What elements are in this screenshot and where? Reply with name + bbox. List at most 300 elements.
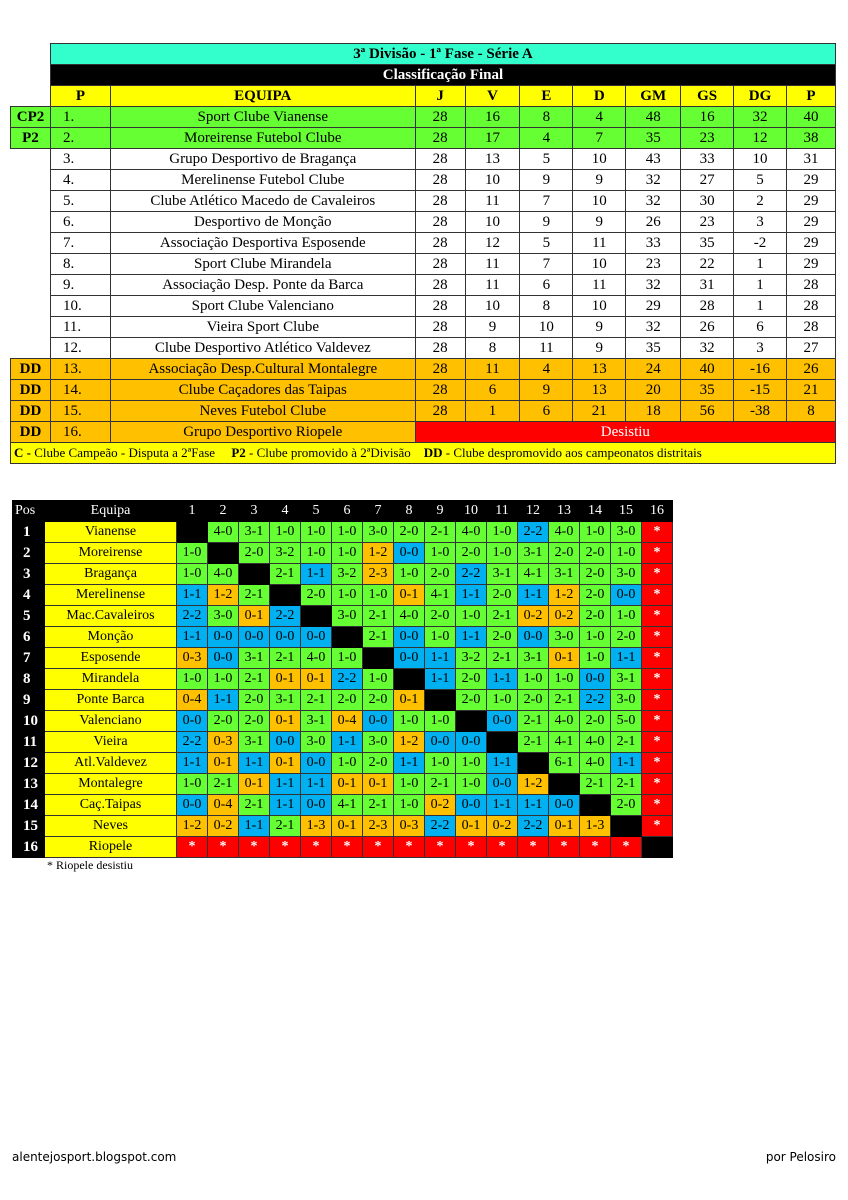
result-cell: 2-0 <box>549 543 580 564</box>
result-cell: 1-1 <box>487 753 518 774</box>
result-cell: 2-0 <box>611 627 642 648</box>
forfeit-cell: * <box>177 837 208 858</box>
matrix-position: 1 <box>13 522 45 543</box>
diagonal-cell <box>456 711 487 732</box>
stat-cell: 28 <box>415 254 465 275</box>
result-cell: 1-0 <box>456 774 487 795</box>
blank-cell <box>11 65 51 86</box>
result-cell: 2-0 <box>611 795 642 816</box>
matrix-team: Vieira <box>45 732 177 753</box>
result-cell: 2-2 <box>177 606 208 627</box>
position: 1. <box>50 107 110 128</box>
stat-cell: 4 <box>520 128 573 149</box>
stat-cell: 21 <box>573 401 626 422</box>
stat-cell: 9 <box>520 380 573 401</box>
result-cell: 4-1 <box>549 732 580 753</box>
team-name: Sport Clube Mirandela <box>110 254 415 275</box>
stat-cell: 40 <box>787 107 836 128</box>
result-cell: 1-2 <box>208 585 239 606</box>
result-cell: 0-1 <box>301 669 332 690</box>
matrix-team: Monção <box>45 627 177 648</box>
diagonal-cell <box>549 774 580 795</box>
result-cell: 0-0 <box>301 753 332 774</box>
result-cell: 0-3 <box>177 648 208 669</box>
result-cell: 1-1 <box>270 774 301 795</box>
matrix-position: 13 <box>13 774 45 795</box>
position: 5. <box>50 191 110 212</box>
result-cell: 4-0 <box>549 522 580 543</box>
qualification-tag <box>11 212 51 233</box>
matrix-position: 16 <box>13 837 45 858</box>
table-title: 3ª Divisão - 1ª Fase - Série A <box>50 44 835 65</box>
result-cell: 1-1 <box>177 753 208 774</box>
result-cell: 3-1 <box>239 732 270 753</box>
result-cell: 1-0 <box>208 669 239 690</box>
stat-cell: 35 <box>681 233 734 254</box>
forfeit-cell: * <box>549 837 580 858</box>
result-cell: 2-0 <box>363 690 394 711</box>
position: 9. <box>50 275 110 296</box>
stat-cell: 12 <box>734 128 787 149</box>
stat-cell: 28 <box>415 107 465 128</box>
blank-cell <box>11 86 51 107</box>
stat-cell: 11 <box>573 275 626 296</box>
result-cell: 1-1 <box>239 753 270 774</box>
result-cell: 2-1 <box>611 732 642 753</box>
stat-cell: 8 <box>520 107 573 128</box>
stat-cell: 6 <box>734 317 787 338</box>
stat-cell: 32 <box>734 107 787 128</box>
qualification-tag: CP2 <box>11 107 51 128</box>
stat-cell: 43 <box>626 149 681 170</box>
column-number: 16 <box>642 501 673 522</box>
result-cell: 0-2 <box>549 606 580 627</box>
result-cell: 3-1 <box>270 690 301 711</box>
forfeit-cell: * <box>642 753 673 774</box>
column-header: V <box>465 86 520 107</box>
result-cell: 0-0 <box>394 648 425 669</box>
matrix-row <box>13 669 673 690</box>
matrix-team: Mac.Cavaleiros <box>45 606 177 627</box>
qualification-tag <box>11 233 51 254</box>
matrix-position: 9 <box>13 690 45 711</box>
result-cell: 3-1 <box>518 648 549 669</box>
matrix-row <box>13 732 673 753</box>
forfeit-cell: * <box>580 837 611 858</box>
result-cell: 4-0 <box>580 753 611 774</box>
stat-cell: 28 <box>415 380 465 401</box>
result-cell: 4-0 <box>456 522 487 543</box>
forfeit-cell: * <box>642 732 673 753</box>
standings-row <box>11 401 836 422</box>
result-cell: 2-0 <box>363 753 394 774</box>
position: 13. <box>50 359 110 380</box>
result-cell: 4-0 <box>580 732 611 753</box>
result-cell: 2-1 <box>270 648 301 669</box>
result-cell: 0-0 <box>208 627 239 648</box>
matrix-position: 12 <box>13 753 45 774</box>
result-cell: 2-0 <box>394 522 425 543</box>
team-header: Equipa <box>45 501 177 522</box>
forfeit-cell: * <box>270 837 301 858</box>
result-cell: 3-0 <box>363 732 394 753</box>
result-cell: 2-1 <box>518 732 549 753</box>
result-cell: 0-3 <box>208 732 239 753</box>
matrix-team: Vianense <box>45 522 177 543</box>
stat-cell: 10 <box>465 296 520 317</box>
stat-cell: 10 <box>573 191 626 212</box>
column-number: 11 <box>487 501 518 522</box>
matrix-team: Esposende <box>45 648 177 669</box>
forfeit-cell: * <box>642 585 673 606</box>
result-cell: 1-1 <box>456 627 487 648</box>
result-cell: 2-0 <box>425 564 456 585</box>
result-cell: 2-1 <box>518 711 549 732</box>
stat-cell: 32 <box>626 275 681 296</box>
stat-cell: 29 <box>787 170 836 191</box>
team-name: Vieira Sport Clube <box>110 317 415 338</box>
forfeit-cell: * <box>301 837 332 858</box>
stat-cell: 28 <box>787 275 836 296</box>
result-cell: 1-0 <box>518 669 549 690</box>
legend-p2-text: - Clube promovido à 2ªDivisão <box>245 445 411 460</box>
qualification-tag: DD <box>11 380 51 401</box>
result-cell: 0-0 <box>270 627 301 648</box>
forfeit-cell: * <box>363 837 394 858</box>
result-cell: 4-0 <box>208 564 239 585</box>
result-cell: 0-0 <box>177 711 208 732</box>
result-cell: 0-1 <box>394 690 425 711</box>
result-cell: 1-0 <box>301 543 332 564</box>
team-name: Grupo Desportivo de Bragança <box>110 149 415 170</box>
forfeit-cell: * <box>611 837 642 858</box>
stat-cell: 28 <box>415 359 465 380</box>
stat-cell: -16 <box>734 359 787 380</box>
result-cell: 2-2 <box>580 690 611 711</box>
stat-cell: 27 <box>787 338 836 359</box>
stat-cell: 28 <box>415 401 465 422</box>
result-cell: 1-0 <box>580 522 611 543</box>
legend-dd-key: DD <box>423 445 443 460</box>
result-cell: 0-0 <box>611 585 642 606</box>
team-name: Associação Desportiva Esposende <box>110 233 415 254</box>
matrix-team: Mirandela <box>45 669 177 690</box>
result-cell: 1-1 <box>456 585 487 606</box>
team-name: Sport Clube Vianense <box>110 107 415 128</box>
column-header: D <box>573 86 626 107</box>
result-cell: 1-1 <box>177 585 208 606</box>
position: 6. <box>50 212 110 233</box>
column-number: 3 <box>239 501 270 522</box>
result-cell: 4-0 <box>301 648 332 669</box>
stat-cell: -15 <box>734 380 787 401</box>
result-cell: 1-0 <box>425 711 456 732</box>
result-cell: 0-0 <box>301 627 332 648</box>
diagonal-cell <box>487 732 518 753</box>
result-cell: 3-1 <box>549 564 580 585</box>
standings-row <box>11 296 836 317</box>
stat-cell: 31 <box>681 275 734 296</box>
column-header: EQUIPA <box>110 86 415 107</box>
stat-cell: 10 <box>465 212 520 233</box>
result-cell: 2-1 <box>425 522 456 543</box>
result-cell: 0-0 <box>487 711 518 732</box>
result-cell: 1-0 <box>425 627 456 648</box>
result-cell: 0-0 <box>239 627 270 648</box>
result-cell: 1-0 <box>332 543 363 564</box>
stat-cell: 33 <box>681 149 734 170</box>
result-cell: 1-0 <box>177 669 208 690</box>
stat-cell: 9 <box>520 212 573 233</box>
stat-cell: -2 <box>734 233 787 254</box>
matrix-position: 8 <box>13 669 45 690</box>
column-header: DG <box>734 86 787 107</box>
forfeit-cell: * <box>332 837 363 858</box>
stat-cell: 6 <box>520 401 573 422</box>
matrix-team: Valenciano <box>45 711 177 732</box>
stat-cell: 5 <box>520 233 573 254</box>
result-cell: 0-4 <box>208 795 239 816</box>
qualification-tag: DD <box>11 401 51 422</box>
stat-cell: 17 <box>465 128 520 149</box>
result-cell: 1-0 <box>332 522 363 543</box>
stat-cell: 10 <box>573 149 626 170</box>
stat-cell: 9 <box>573 212 626 233</box>
stat-cell: 28 <box>415 275 465 296</box>
result-cell: 2-2 <box>518 816 549 837</box>
matrix-row <box>13 774 673 795</box>
result-cell: 4-0 <box>549 711 580 732</box>
stat-cell: 4 <box>520 359 573 380</box>
result-cell: 0-0 <box>394 543 425 564</box>
result-cell: 0-0 <box>549 795 580 816</box>
standings-row <box>11 233 836 254</box>
stat-cell: 10 <box>573 254 626 275</box>
team-name: Merelinense Futebol Clube <box>110 170 415 191</box>
result-cell: 2-0 <box>239 711 270 732</box>
matrix-position: 3 <box>13 564 45 585</box>
result-cell: 0-0 <box>363 711 394 732</box>
diagonal-cell <box>580 795 611 816</box>
stat-cell: 28 <box>787 317 836 338</box>
forfeit-cell: * <box>642 795 673 816</box>
result-cell: 5-0 <box>611 711 642 732</box>
result-cell: 1-1 <box>425 669 456 690</box>
stat-cell: 11 <box>465 191 520 212</box>
position: 2. <box>50 128 110 149</box>
result-cell: 1-0 <box>332 753 363 774</box>
column-header: P <box>787 86 836 107</box>
stat-cell: 29 <box>626 296 681 317</box>
stat-cell: 6 <box>520 275 573 296</box>
result-cell: 2-2 <box>332 669 363 690</box>
stat-cell: 8 <box>465 338 520 359</box>
column-number: 15 <box>611 501 642 522</box>
forfeit-cell: * <box>456 837 487 858</box>
team-name: Sport Clube Valenciano <box>110 296 415 317</box>
diagonal-cell <box>208 543 239 564</box>
stat-cell: 1 <box>734 254 787 275</box>
stat-cell: 23 <box>626 254 681 275</box>
result-cell: 1-0 <box>611 543 642 564</box>
stat-cell: 30 <box>681 191 734 212</box>
forfeit-cell: * <box>642 522 673 543</box>
result-cell: 2-1 <box>363 627 394 648</box>
stat-cell: 32 <box>681 338 734 359</box>
stat-cell: 28 <box>415 149 465 170</box>
matrix-row <box>13 522 673 543</box>
stat-cell: 31 <box>787 149 836 170</box>
result-cell: 0-2 <box>208 816 239 837</box>
matrix-team: Riopele <box>45 837 177 858</box>
result-cell: 0-2 <box>487 816 518 837</box>
result-cell: 2-0 <box>580 606 611 627</box>
result-cell: 0-1 <box>363 774 394 795</box>
result-cell: 1-1 <box>239 816 270 837</box>
result-cell: 0-1 <box>239 606 270 627</box>
result-cell: 0-4 <box>332 711 363 732</box>
stat-cell: 38 <box>787 128 836 149</box>
results-matrix <box>12 500 673 858</box>
stat-cell: 11 <box>465 359 520 380</box>
matrix-row <box>13 690 673 711</box>
position: 3. <box>50 149 110 170</box>
result-cell: 2-0 <box>456 669 487 690</box>
blank-cell <box>11 44 51 65</box>
stat-cell: 9 <box>465 317 520 338</box>
standings-row <box>11 149 836 170</box>
position: 14. <box>50 380 110 401</box>
standings-row <box>11 128 836 149</box>
stat-cell: 8 <box>520 296 573 317</box>
result-cell: 1-2 <box>177 816 208 837</box>
standings-row <box>11 422 836 443</box>
stat-cell: 5 <box>734 170 787 191</box>
result-cell: 2-1 <box>270 816 301 837</box>
result-cell: 1-2 <box>394 732 425 753</box>
stat-cell: 28 <box>415 338 465 359</box>
stat-cell: 32 <box>626 317 681 338</box>
forfeit-cell: * <box>239 837 270 858</box>
result-cell: 2-0 <box>332 690 363 711</box>
column-number: 2 <box>208 501 239 522</box>
stat-cell: 7 <box>573 128 626 149</box>
result-cell: 2-1 <box>270 564 301 585</box>
result-cell: 2-0 <box>487 627 518 648</box>
result-cell: 2-1 <box>363 606 394 627</box>
matrix-team: Caç.Taipas <box>45 795 177 816</box>
column-header: E <box>520 86 573 107</box>
stat-cell: 2 <box>734 191 787 212</box>
team-name: Associação Desp. Ponte da Barca <box>110 275 415 296</box>
position: 11. <box>50 317 110 338</box>
stat-cell: 7 <box>520 191 573 212</box>
result-cell: 3-0 <box>363 522 394 543</box>
forfeit-cell: * <box>642 669 673 690</box>
matrix-position: 10 <box>13 711 45 732</box>
stat-cell: 11 <box>573 233 626 254</box>
result-cell: 3-0 <box>332 606 363 627</box>
result-cell: 0-1 <box>456 816 487 837</box>
result-cell: 2-1 <box>487 606 518 627</box>
standings-row <box>11 191 836 212</box>
qualification-tag: DD <box>11 359 51 380</box>
column-number: 10 <box>456 501 487 522</box>
diagonal-cell <box>301 606 332 627</box>
result-cell: 0-1 <box>208 753 239 774</box>
table-subtitle: Classificação Final <box>50 65 835 86</box>
result-cell: 1-0 <box>580 648 611 669</box>
result-cell: 1-1 <box>301 564 332 585</box>
team-name: Grupo Desportivo Riopele <box>110 422 415 443</box>
stat-cell: 35 <box>626 338 681 359</box>
result-cell: 3-2 <box>332 564 363 585</box>
result-cell: 3-1 <box>239 648 270 669</box>
result-cell: 1-0 <box>332 648 363 669</box>
position: 10. <box>50 296 110 317</box>
result-cell: 2-0 <box>425 606 456 627</box>
result-cell: 0-1 <box>549 816 580 837</box>
result-cell: 1-3 <box>580 816 611 837</box>
matrix-row <box>13 753 673 774</box>
result-cell: 3-0 <box>208 606 239 627</box>
result-cell: 1-1 <box>611 648 642 669</box>
qualification-tag <box>11 191 51 212</box>
column-header: GM <box>626 86 681 107</box>
column-header: P <box>50 86 110 107</box>
legend-p2-key: P2 <box>231 445 246 460</box>
result-cell: 1-2 <box>518 774 549 795</box>
forfeit-cell: * <box>642 690 673 711</box>
result-cell: 2-1 <box>239 585 270 606</box>
stat-cell: 27 <box>681 170 734 191</box>
result-cell: 0-3 <box>394 816 425 837</box>
forfeit-cell: * <box>642 564 673 585</box>
column-number: 9 <box>425 501 456 522</box>
result-cell: 0-0 <box>487 774 518 795</box>
result-cell: 3-1 <box>301 711 332 732</box>
diagonal-cell <box>425 690 456 711</box>
result-cell: 3-2 <box>270 543 301 564</box>
stat-cell: 28 <box>415 191 465 212</box>
stat-cell: 35 <box>626 128 681 149</box>
legend-c-key: C - <box>14 445 31 460</box>
result-cell: 4-0 <box>394 606 425 627</box>
column-number: 7 <box>363 501 394 522</box>
stat-cell: 13 <box>573 359 626 380</box>
matrix-row <box>13 837 673 858</box>
result-cell: 1-1 <box>332 732 363 753</box>
result-cell: 2-0 <box>239 543 270 564</box>
standings-row <box>11 359 836 380</box>
stat-cell: 13 <box>573 380 626 401</box>
stat-cell: 10 <box>465 170 520 191</box>
result-cell: 1-0 <box>549 669 580 690</box>
result-cell: 0-0 <box>456 732 487 753</box>
result-cell: 0-1 <box>270 711 301 732</box>
forfeit-cell: * <box>642 606 673 627</box>
result-cell: 1-0 <box>425 543 456 564</box>
result-cell: 0-2 <box>518 606 549 627</box>
result-cell: 1-0 <box>301 522 332 543</box>
result-cell: 2-0 <box>239 690 270 711</box>
result-cell: 0-1 <box>549 648 580 669</box>
result-cell: 3-1 <box>518 543 549 564</box>
matrix-team: Neves <box>45 816 177 837</box>
stat-cell: 48 <box>626 107 681 128</box>
result-cell: 3-0 <box>611 522 642 543</box>
column-number: 13 <box>549 501 580 522</box>
